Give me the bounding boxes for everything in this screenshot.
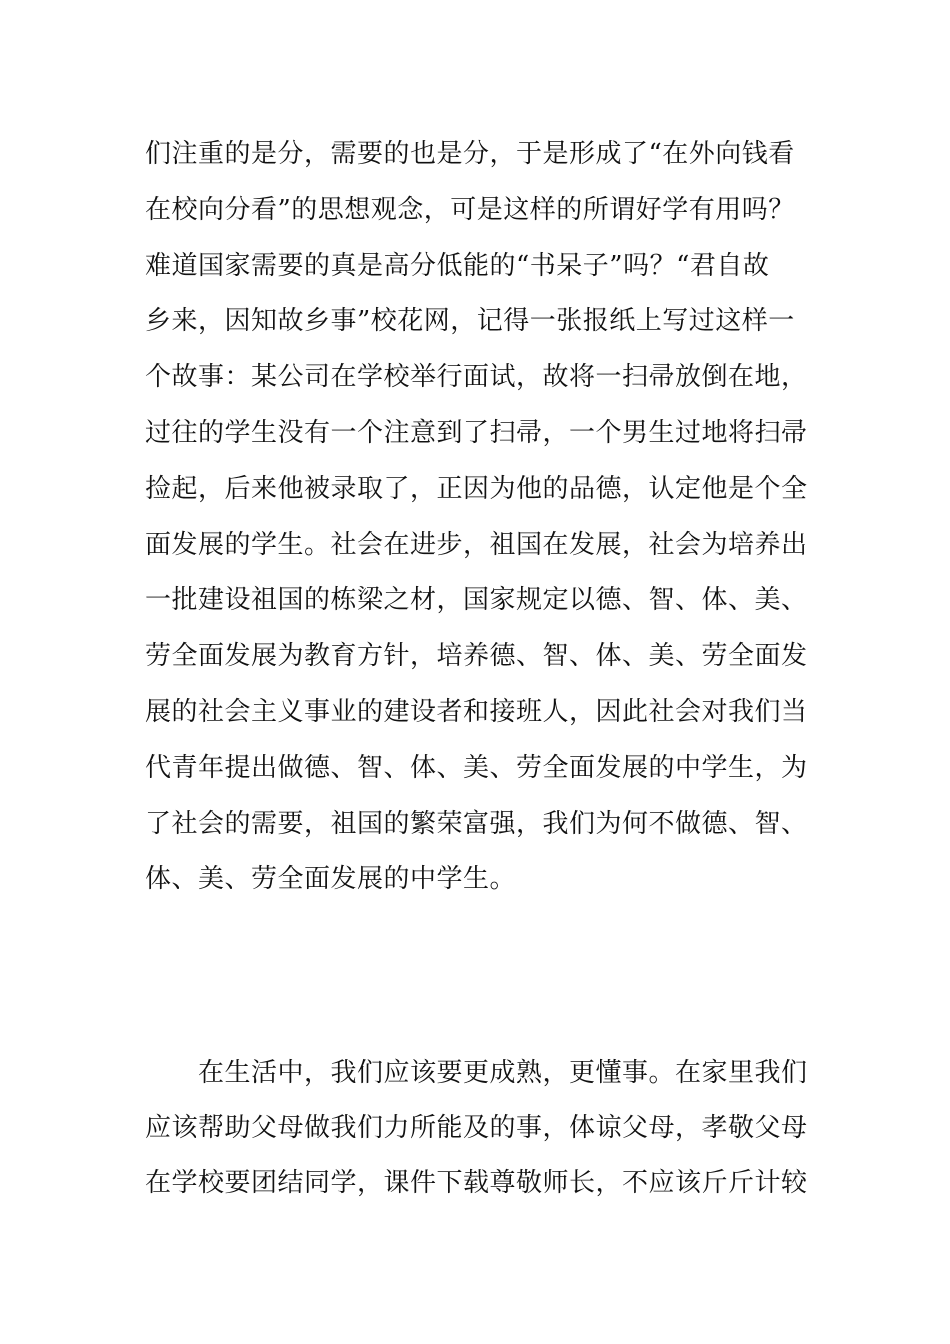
text-line: 劳全面发展为教育方针，培养德、智、体、美、劳全面发 [145, 641, 808, 672]
text-line: 难道国家需要的真是高分低能的“书呆子”吗？“君自故 [145, 250, 770, 281]
text-line: 了社会的需要，祖国的繁荣富强，我们为何不做德、智、 [145, 808, 808, 839]
text-line: 在生活中，我们应该要更成熟，更懂事。在家里我们 [145, 1058, 808, 1088]
text-line: 面发展的学生。社会在进步，祖国在发展，社会为培养出 [145, 529, 808, 560]
text-line: 在校向分看”的思想观念，可是这样的所谓好学有用吗？ [145, 194, 795, 225]
text-line: 代青年提出做德、智、体、美、劳全面发展的中学生，为 [145, 752, 808, 783]
text-line: 应该帮助父母做我们力所能及的事，体谅父母，孝敬父母 [145, 1113, 808, 1143]
text-line: 乡来，因知故乡事”校花网，记得一张报纸上写过这样一 [145, 306, 795, 337]
text-line: 捡起，后来他被录取了，正因为他的品德，认定他是个全 [145, 473, 808, 504]
text-line: 体、美、劳全面发展的中学生。 [145, 864, 517, 895]
text-line: 们注重的是分，需要的也是分，于是形成了“在外向钱看 [145, 139, 795, 169]
paragraph-1 [145, 131, 815, 912]
text-line: 个故事：某公司在学校举行面试，故将一扫帚放倒在地， [145, 362, 808, 393]
text-line: 过往的学生没有一个注意到了扫帚，一个男生过地将扫帚 [145, 417, 808, 448]
text-line: 在学校要团结同学，课件下载尊敬师长，不应该斤斤计较 [145, 1168, 808, 1198]
paragraph-2 [145, 1050, 815, 1215]
text-line: 一批建设祖国的栋梁之材，国家规定以德、智、体、美、 [145, 585, 808, 616]
text-line: 展的社会主义事业的建设者和接班人，因此社会对我们当 [145, 696, 808, 727]
